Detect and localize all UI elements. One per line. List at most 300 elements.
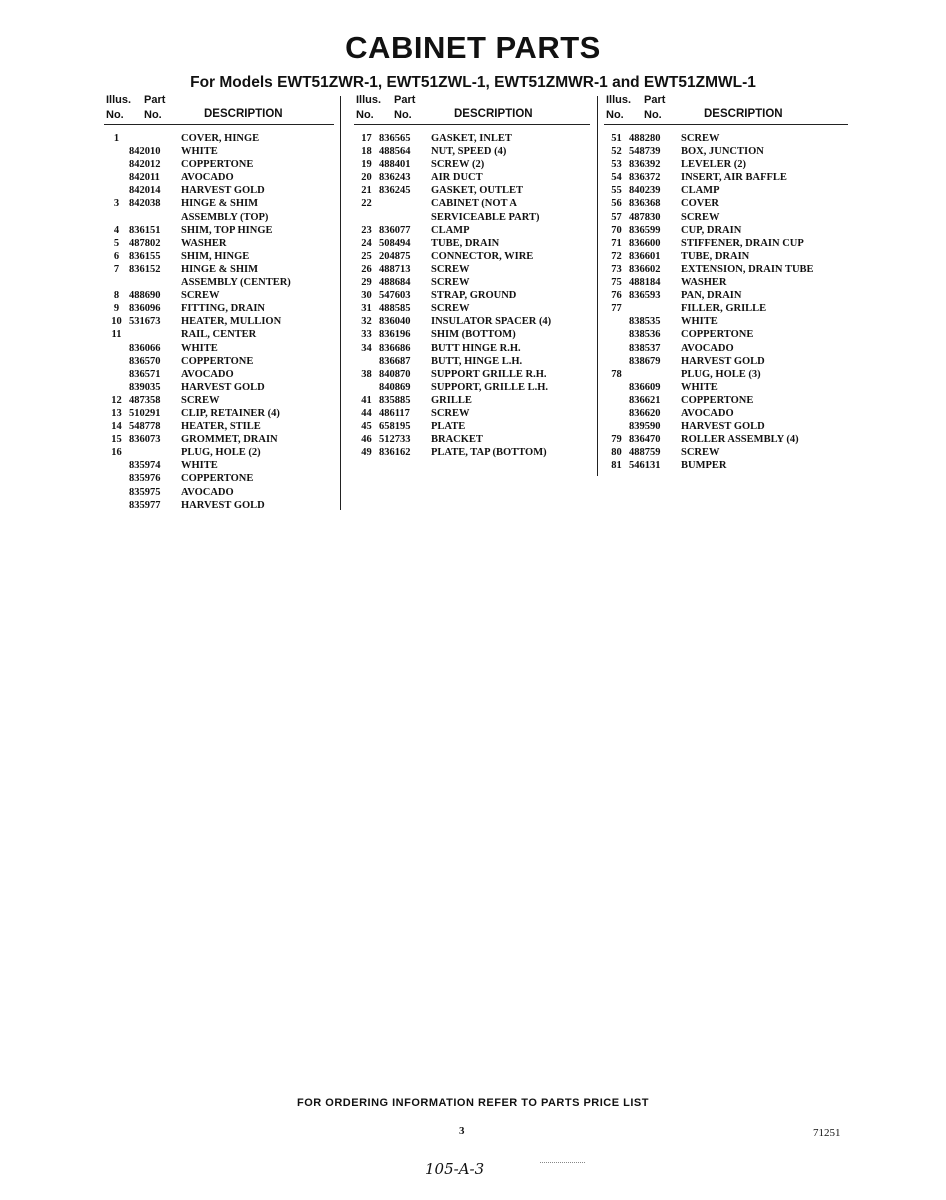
table-row xyxy=(104,145,334,158)
illus-number: 29 xyxy=(361,277,372,289)
part-number: 836155 xyxy=(129,250,161,262)
table-row xyxy=(354,328,590,341)
part-number: 836162 xyxy=(379,447,411,459)
part-number: 488759 xyxy=(629,447,661,459)
table-row xyxy=(104,433,334,446)
column-divider xyxy=(597,96,598,476)
illus-header: Illus. xyxy=(106,94,132,106)
part-description: SCREW xyxy=(681,211,720,223)
part-number: 508494 xyxy=(379,237,411,249)
table-row xyxy=(604,394,848,407)
illus-number: 75 xyxy=(611,277,622,289)
part-number: 840870 xyxy=(379,368,411,380)
part-number: 842011 xyxy=(129,172,160,184)
table-row xyxy=(104,263,334,276)
illus-number xyxy=(104,472,129,485)
illus-number: 72 xyxy=(611,250,622,262)
part-description: SUPPORT, GRILLE L.H. xyxy=(431,381,548,393)
parts-column-2 xyxy=(354,94,590,459)
illus-number xyxy=(604,394,629,407)
part-description: AIR DUCT xyxy=(431,172,483,184)
illus-number xyxy=(104,211,129,224)
part-description: RAIL, CENTER xyxy=(181,329,257,341)
page-number: 3 xyxy=(459,1125,465,1137)
illus-number: 44 xyxy=(361,407,372,419)
part-number xyxy=(129,211,181,224)
part-number: 836621 xyxy=(629,394,661,406)
part-number: 835974 xyxy=(129,460,161,472)
part-number: 488690 xyxy=(129,290,161,302)
illus-number: 70 xyxy=(611,224,622,236)
part-number: 658195 xyxy=(379,421,411,433)
illus-number xyxy=(104,368,129,381)
table-row xyxy=(104,459,334,472)
part-number: 487802 xyxy=(129,237,161,249)
part-description: COVER, HINGE xyxy=(181,133,260,144)
table-row xyxy=(604,368,848,381)
illus-number xyxy=(104,276,129,289)
part-description: CONNECTOR, WIRE xyxy=(431,250,534,262)
illus-number xyxy=(104,145,129,158)
illus-header: Illus. xyxy=(356,94,382,106)
parts-column-3 xyxy=(604,94,848,472)
part-no-header: No. xyxy=(144,109,162,121)
part-number: 840239 xyxy=(629,185,661,197)
part-number: 836151 xyxy=(129,224,161,236)
part-description: GRILLE xyxy=(431,394,472,406)
part-number xyxy=(629,368,681,381)
part-description: FITTING, DRAIN xyxy=(181,303,266,315)
illus-number: 21 xyxy=(361,185,372,197)
illus-number: 3 xyxy=(113,198,120,210)
part-number: 836392 xyxy=(629,159,661,171)
part-number: 839035 xyxy=(129,381,161,393)
part-number: 547603 xyxy=(379,290,411,302)
part-description: HARVEST GOLD xyxy=(681,355,765,367)
illus-no-header: No. xyxy=(106,109,124,121)
part-number: 546131 xyxy=(629,460,661,472)
illus-number xyxy=(604,407,629,420)
table-row xyxy=(354,250,590,263)
part-number xyxy=(129,446,181,459)
table-row xyxy=(604,263,848,276)
part-description: HARVEST GOLD xyxy=(181,499,265,511)
illus-number: 57 xyxy=(611,211,622,223)
table-row xyxy=(604,328,848,341)
part-description: NUT, SPEED (4) xyxy=(431,146,507,158)
part-description: AVOCADO xyxy=(681,407,734,419)
illus-number: 53 xyxy=(611,159,622,171)
illus-number xyxy=(604,342,629,355)
table-row xyxy=(604,132,848,145)
illus-number: 31 xyxy=(361,303,372,315)
part-number xyxy=(379,197,431,210)
table-row xyxy=(354,381,590,394)
table-row xyxy=(604,407,848,420)
table-row xyxy=(104,289,334,302)
illus-number: 10 xyxy=(111,316,122,328)
illus-number: 33 xyxy=(361,329,372,341)
part-description: WASHER xyxy=(681,277,727,289)
table-row xyxy=(604,224,848,237)
column-header xyxy=(104,94,334,125)
illus-number xyxy=(604,381,629,394)
part-header: Part xyxy=(394,94,416,106)
part-description: PLATE xyxy=(431,421,466,433)
part-description: WHITE xyxy=(181,342,218,354)
table-row xyxy=(354,289,590,302)
part-description: HARVEST GOLD xyxy=(681,421,765,433)
part-number xyxy=(379,211,431,224)
part-no-header: No. xyxy=(394,109,412,121)
part-number: 842010 xyxy=(129,146,161,158)
part-description: PAN, DRAIN xyxy=(681,290,742,302)
illus-number: 15 xyxy=(111,434,122,446)
part-number: 838535 xyxy=(629,316,661,328)
part-description: GASKET, INLET xyxy=(431,133,512,144)
part-number: 836096 xyxy=(129,303,161,315)
part-number: 836077 xyxy=(379,224,411,236)
part-number: 836570 xyxy=(129,355,161,367)
table-row xyxy=(604,171,848,184)
description-header: DESCRIPTION xyxy=(704,108,783,120)
illus-number: 71 xyxy=(611,237,622,249)
table-row xyxy=(104,132,334,145)
table-row xyxy=(354,224,590,237)
table-row xyxy=(604,381,848,394)
table-row xyxy=(104,224,334,237)
part-description: SERVICEABLE PART) xyxy=(431,211,540,223)
part-number: 836243 xyxy=(379,172,411,184)
part-description: AVOCADO xyxy=(181,368,234,380)
part-number xyxy=(629,302,681,315)
illus-number xyxy=(104,499,129,512)
part-number: 836066 xyxy=(129,342,161,354)
illus-no-header: No. xyxy=(356,109,374,121)
part-number: 835975 xyxy=(129,486,161,498)
table-row xyxy=(354,407,590,420)
part-header: Part xyxy=(644,94,666,106)
part-description: CABINET (NOT A xyxy=(431,198,517,210)
illus-number: 22 xyxy=(361,198,372,210)
part-description: CUP, DRAIN xyxy=(681,224,742,236)
table-row xyxy=(354,211,590,224)
part-description: INSULATOR SPACER (4) xyxy=(431,316,552,328)
part-description: GASKET, OUTLET xyxy=(431,185,523,197)
part-description: INSERT, AIR BAFFLE xyxy=(681,172,787,184)
part-number: 838679 xyxy=(629,355,661,367)
part-description: SHIM, HINGE xyxy=(181,250,250,262)
part-number: 836040 xyxy=(379,316,411,328)
part-number: 836571 xyxy=(129,368,161,380)
illus-number: 76 xyxy=(611,290,622,302)
part-description: SHIM, TOP HINGE xyxy=(181,224,273,236)
illus-number: 14 xyxy=(111,421,122,433)
part-number: 548778 xyxy=(129,421,161,433)
table-row xyxy=(104,342,334,355)
illus-number xyxy=(354,211,379,224)
part-description: GROMMET, DRAIN xyxy=(181,434,278,446)
part-number: 836372 xyxy=(629,172,661,184)
page-subtitle: For Models EWT51ZWR-1, EWT51ZWL-1, EWT51ZMWR-1 and EWT51ZMWL-1 xyxy=(190,74,756,91)
part-number: 836600 xyxy=(629,237,661,249)
part-description: COPPERTONE xyxy=(681,394,754,406)
part-number: 488564 xyxy=(379,146,411,158)
column-divider xyxy=(340,96,341,510)
part-description: TUBE, DRAIN xyxy=(431,237,500,249)
part-number: 836686 xyxy=(379,342,411,354)
table-row xyxy=(354,302,590,315)
table-row xyxy=(354,132,590,145)
part-description: HINGE & SHIM xyxy=(181,198,259,210)
table-row xyxy=(104,197,334,210)
table-row xyxy=(354,394,590,407)
part-number: 510291 xyxy=(129,407,161,419)
part-description: PLUG, HOLE (3) xyxy=(681,368,761,380)
part-number: 836601 xyxy=(629,250,661,262)
parts-column-1 xyxy=(104,94,334,512)
part-description: BUTT HINGE R.H. xyxy=(431,342,521,354)
illus-number: 81 xyxy=(611,460,622,472)
parts-list xyxy=(104,132,334,512)
illus-number xyxy=(604,420,629,433)
illus-number xyxy=(354,355,379,368)
table-row xyxy=(354,158,590,171)
table-row xyxy=(604,355,848,368)
part-description: STRAP, GROUND xyxy=(431,290,517,302)
part-description: AVOCADO xyxy=(181,172,234,184)
table-row xyxy=(604,446,848,459)
part-number: 836152 xyxy=(129,263,161,275)
table-row xyxy=(604,145,848,158)
part-description: SHIM (BOTTOM) xyxy=(431,329,516,341)
part-description: BUMPER xyxy=(681,460,727,472)
table-row xyxy=(104,237,334,250)
table-row xyxy=(354,433,590,446)
parts-list xyxy=(604,132,848,472)
table-row xyxy=(104,446,334,459)
illus-number: 78 xyxy=(611,368,622,380)
table-row xyxy=(354,276,590,289)
table-row xyxy=(104,420,334,433)
table-row xyxy=(354,184,590,197)
reference-code: 71251 xyxy=(813,1127,841,1139)
table-row xyxy=(104,315,334,328)
illus-number: 30 xyxy=(361,290,372,302)
part-description: SCREW (2) xyxy=(431,159,485,171)
table-row xyxy=(604,302,848,315)
illus-number: 73 xyxy=(611,263,622,275)
part-number: 512733 xyxy=(379,434,411,446)
part-number: 835977 xyxy=(129,499,161,511)
column-header xyxy=(354,94,590,125)
part-description: FILLER, GRILLE xyxy=(681,303,767,315)
part-number: 836245 xyxy=(379,185,411,197)
part-number: 840869 xyxy=(379,381,411,393)
illus-number: 23 xyxy=(361,224,372,236)
part-number: 836609 xyxy=(629,381,661,393)
illus-number xyxy=(104,171,129,184)
part-description: ROLLER ASSEMBLY (4) xyxy=(681,434,799,446)
part-description: ASSEMBLY (CENTER) xyxy=(181,277,291,289)
illus-number: 13 xyxy=(111,407,122,419)
table-row xyxy=(104,394,334,407)
part-description: HARVEST GOLD xyxy=(181,381,265,393)
part-description: COVER xyxy=(681,198,719,210)
illus-number: 32 xyxy=(361,316,372,328)
table-row xyxy=(354,263,590,276)
part-description: SUPPORT GRILLE R.H. xyxy=(431,368,547,380)
part-description: PLUG, HOLE (2) xyxy=(181,447,261,459)
part-number: 488713 xyxy=(379,263,411,275)
description-header: DESCRIPTION xyxy=(204,108,283,120)
table-row xyxy=(104,328,334,341)
table-row xyxy=(604,250,848,263)
table-row xyxy=(604,433,848,446)
illus-number: 9 xyxy=(113,303,120,315)
illus-number: 77 xyxy=(611,303,622,315)
part-description: BRACKET xyxy=(431,434,483,446)
table-row xyxy=(104,368,334,381)
illus-number xyxy=(104,381,129,394)
table-row xyxy=(104,276,334,289)
part-number: 836470 xyxy=(629,434,661,446)
part-description: LEVELER (2) xyxy=(681,159,747,171)
illus-no-header: No. xyxy=(606,109,624,121)
table-row xyxy=(604,315,848,328)
illus-number: 41 xyxy=(361,394,372,406)
table-row xyxy=(104,407,334,420)
table-row xyxy=(354,171,590,184)
table-row xyxy=(104,211,334,224)
part-description: HARVEST GOLD xyxy=(181,185,265,197)
part-header: Part xyxy=(144,94,166,106)
part-number: 836687 xyxy=(379,355,411,367)
table-row xyxy=(354,420,590,433)
scan-mark xyxy=(540,1162,585,1164)
illus-number xyxy=(104,355,129,368)
illus-number xyxy=(604,328,629,341)
table-row xyxy=(354,446,590,459)
part-number: 836620 xyxy=(629,407,661,419)
part-description: CLAMP xyxy=(681,185,720,197)
part-description: SCREW xyxy=(431,277,470,289)
table-row xyxy=(354,197,590,210)
illus-number: 19 xyxy=(361,159,372,171)
part-description: COPPERTONE xyxy=(181,473,254,485)
table-row xyxy=(104,355,334,368)
illus-header: Illus. xyxy=(606,94,632,106)
part-number xyxy=(129,276,181,289)
part-description: SCREW xyxy=(431,263,470,275)
part-number: 548739 xyxy=(629,146,661,158)
illus-number: 20 xyxy=(361,172,372,184)
illus-number: 45 xyxy=(361,421,372,433)
illus-number: 11 xyxy=(111,329,122,341)
part-description: COPPERTONE xyxy=(181,355,254,367)
part-description: CLIP, RETAINER (4) xyxy=(181,407,280,419)
part-number xyxy=(129,328,181,341)
illus-number: 4 xyxy=(113,224,120,236)
part-no-header: No. xyxy=(644,109,662,121)
illus-number xyxy=(104,158,129,171)
part-description: SCREW xyxy=(681,447,720,459)
illus-number: 12 xyxy=(111,394,122,406)
illus-number: 18 xyxy=(361,146,372,158)
illus-number: 5 xyxy=(113,237,120,249)
table-row xyxy=(604,276,848,289)
part-description: STIFFENER, DRAIN CUP xyxy=(681,237,804,249)
part-description: AVOCADO xyxy=(181,486,234,498)
illus-number xyxy=(354,381,379,394)
illus-number: 56 xyxy=(611,198,622,210)
part-description: BUTT, HINGE L.H. xyxy=(431,355,523,367)
illus-number: 80 xyxy=(611,447,622,459)
illus-number xyxy=(104,486,129,499)
part-description: HINGE & SHIM xyxy=(181,263,259,275)
part-description: PLATE, TAP (BOTTOM) xyxy=(431,447,547,459)
illus-number: 34 xyxy=(361,342,372,354)
illus-number: 7 xyxy=(113,263,120,275)
illus-number: 26 xyxy=(361,263,372,275)
illus-number: 16 xyxy=(111,447,122,459)
description-header: DESCRIPTION xyxy=(454,108,533,120)
illus-number xyxy=(104,342,129,355)
illus-number: 79 xyxy=(611,434,622,446)
part-number: 488684 xyxy=(379,277,411,289)
table-row xyxy=(604,342,848,355)
table-row xyxy=(354,342,590,355)
table-row xyxy=(104,158,334,171)
part-description: WHITE xyxy=(681,316,718,328)
part-number: 835885 xyxy=(379,394,411,406)
table-row xyxy=(604,420,848,433)
table-row xyxy=(104,381,334,394)
illus-number: 55 xyxy=(611,185,622,197)
part-description: SCREW xyxy=(681,133,720,144)
part-description: WHITE xyxy=(181,146,218,158)
column-header xyxy=(604,94,848,125)
table-row xyxy=(354,145,590,158)
part-number: 488585 xyxy=(379,303,411,315)
table-row xyxy=(354,368,590,381)
part-description: AVOCADO xyxy=(681,342,734,354)
part-description: BOX, JUNCTION xyxy=(681,146,764,158)
part-number: 842038 xyxy=(129,198,161,210)
part-number: 836593 xyxy=(629,290,661,302)
table-row xyxy=(104,171,334,184)
table-row xyxy=(104,486,334,499)
table-row xyxy=(604,197,848,210)
part-description: COPPERTONE xyxy=(681,329,754,341)
part-number: 488401 xyxy=(379,159,411,171)
illus-number: 38 xyxy=(361,368,372,380)
part-number: 487830 xyxy=(629,211,661,223)
part-number: 839590 xyxy=(629,421,661,433)
part-description: WASHER xyxy=(181,237,227,249)
table-row xyxy=(354,355,590,368)
illus-number: 54 xyxy=(611,172,622,184)
part-number: 488184 xyxy=(629,277,661,289)
part-number: 487358 xyxy=(129,394,161,406)
illus-number: 52 xyxy=(611,146,622,158)
handwritten-annotation: 105-A-3 xyxy=(425,1160,485,1178)
part-number: 836565 xyxy=(379,133,411,144)
part-description: SCREW xyxy=(431,407,470,419)
part-number: 842012 xyxy=(129,159,161,171)
illus-number xyxy=(604,355,629,368)
part-number xyxy=(129,132,181,145)
